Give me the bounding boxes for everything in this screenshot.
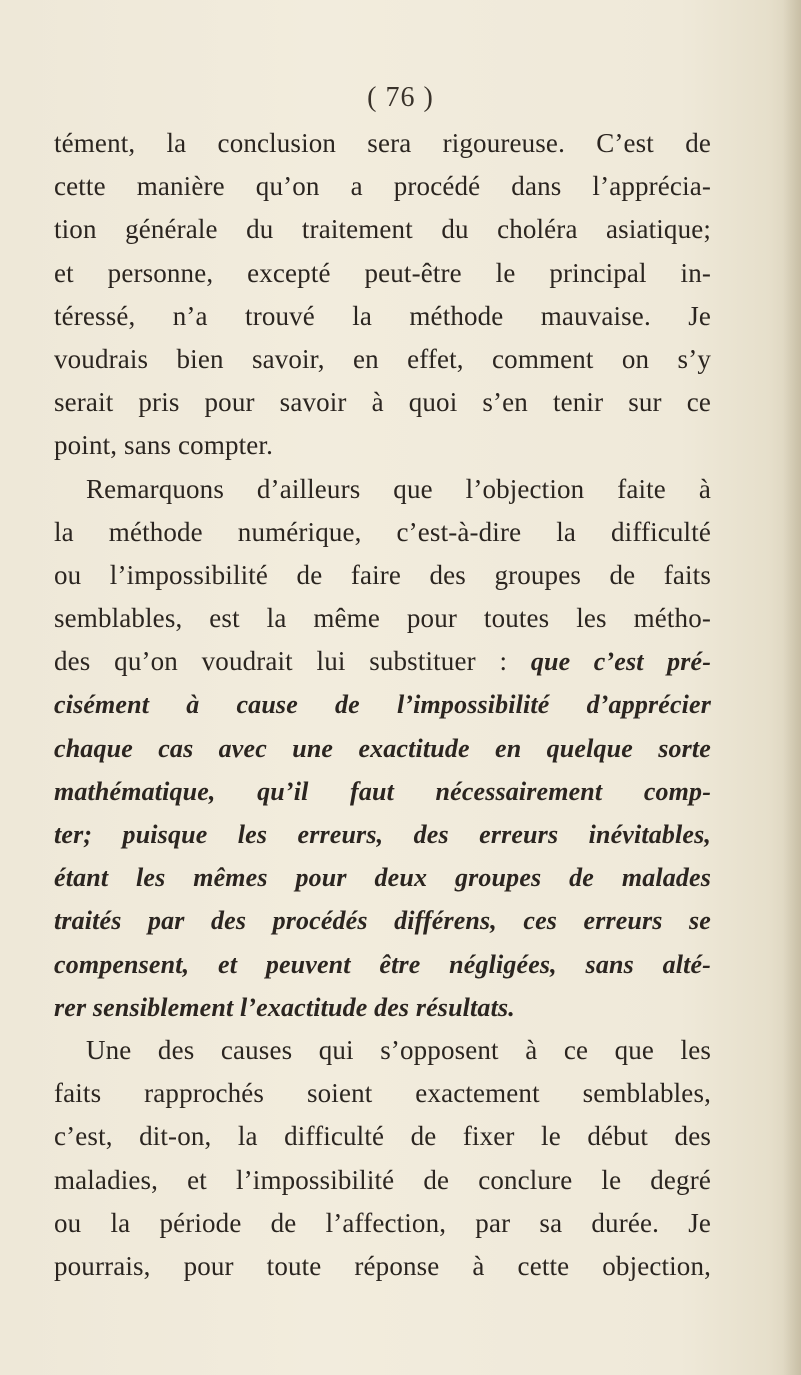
text-line: téressé, n’a trouvé la méthode mauvaise. Je bbox=[54, 300, 711, 331]
text-line: tion générale du traitement du choléra asiatique; bbox=[54, 214, 711, 245]
text-line: semblables, est la même pour toutes les métho- bbox=[54, 603, 711, 634]
text-line: serait pris pour savoir à quoi s’en tenir sur ce bbox=[54, 387, 711, 418]
text-line: voudrais bien savoir, en effet, comment on s’y bbox=[54, 343, 711, 374]
italic-line: compensent, et peuvent être négligées, sans alté- bbox=[54, 949, 711, 979]
text-line-italic-part: que c’est pré- bbox=[530, 647, 711, 677]
text-line: tément, la conclusion sera rigoureuse. C’est de bbox=[54, 128, 711, 158]
page-edge-shadow bbox=[783, 0, 801, 1375]
paragraph-start-line: Une des causes qui s’opposent à ce que les bbox=[86, 1034, 711, 1065]
text-line: pourrais, pour toute réponse à cette objection, bbox=[54, 1250, 711, 1281]
text-line: cette manière qu’on a procédé dans l’apprécia- bbox=[54, 171, 711, 202]
text-line: c’est, dit-on, la difficulté de fixer le début des bbox=[54, 1121, 711, 1152]
text-line: et personne, excepté peut-être le principal in- bbox=[54, 257, 711, 288]
text-line: maladies, et l’impossibilité de conclure le degré bbox=[54, 1164, 711, 1195]
text-line: faits rapprochés soient exactement semblables, bbox=[54, 1078, 711, 1109]
italic-line: cisément à cause de l’impossibilité d’apprécier bbox=[54, 690, 711, 720]
text-line-mixed bbox=[54, 640, 711, 683]
italic-line: étant les mêmes pour deux groupes de malades bbox=[54, 863, 711, 893]
italic-line: ter; puisque les erreurs, des erreurs inévitables, bbox=[54, 820, 711, 849]
italic-line: traités par des procédés différens, ces erreurs se bbox=[54, 906, 711, 936]
italic-line: mathématique, qu’il faut nécessairement comp- bbox=[54, 776, 711, 806]
text-line: la méthode numérique, c’est-à-dire la difficulté bbox=[54, 516, 711, 547]
page-number-header: ( 76 ) bbox=[367, 82, 434, 113]
text-line-roman-part: des qu’on voudrait lui substituer : bbox=[54, 646, 508, 677]
paragraph-start-line: Remarquons d’ailleurs que l’objection faite à bbox=[86, 473, 711, 504]
text-line: ou l’impossibilité de faire des groupes de faits bbox=[54, 559, 711, 590]
italic-line: rer sensiblement l’exactitude des résultats. bbox=[54, 992, 515, 1022]
italic-line: chaque cas avec une exactitude en quelque sorte bbox=[54, 733, 711, 763]
body-text bbox=[54, 122, 711, 1288]
text-line: ou la période de l’affection, par sa durée. Je bbox=[54, 1207, 711, 1238]
text-line: point, sans compter. bbox=[54, 430, 273, 461]
